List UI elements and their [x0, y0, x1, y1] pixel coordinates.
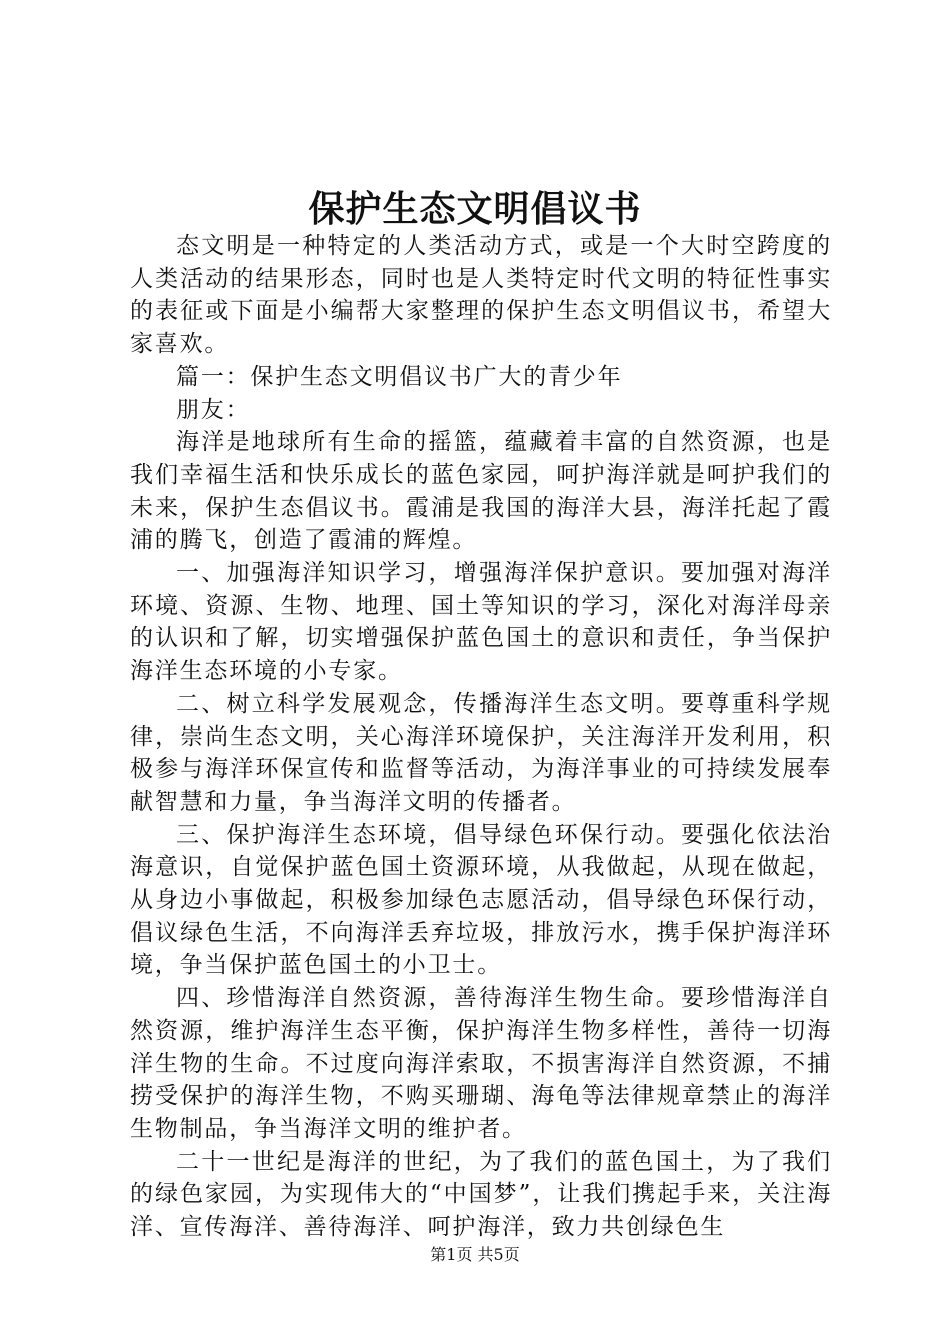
paragraph-point-2: 二、树立科学发展观念，传播海洋生态文明。要尊重科学规律，崇尚生态文明，关心海洋环境保护，关注海洋开发利用，积极参与海洋环保宣传和监督等活动，为海洋事业的可持续发展奉献智慧和力量，争当海洋文明的传播者。: [130, 690, 832, 815]
paragraph-closing: 二十一世纪是海洋的世纪，为了我们的蓝色国土，为了我们的绿色家园，为实现伟大的“中国梦”，让我们携起手来，关注海洋、宣传海洋、善待海洋、呵护海洋，致力共创绿色生: [130, 1148, 832, 1241]
paragraph-salutation: 朋友：: [176, 396, 251, 423]
paragraph-point-1: 一、加强海洋知识学习，增强海洋保护意识。要加强对海洋环境、资源、生物、地理、国土等知识的学习，深化对海洋母亲的认识和了解，切实增强保护蓝色国土的意识和责任，争当保护海洋生态环境的小专家。: [130, 560, 832, 685]
paragraph-point-4: 四、珍惜海洋自然资源，善待海洋生物生命。要珍惜海洋自然资源，维护海洋生态平衡，保护海洋生物多样性，善待一切海洋生物的生命。不过度向海洋索取，不损害海洋自然资源，不捕捞受保护的海洋生物，不购买珊瑚、海龟等法律规章禁止的海洋生物制品，争当海洋文明的维护者。: [130, 985, 832, 1142]
paragraph-section-heading: 篇一：保护生态文明倡议书广大的青少年: [176, 363, 623, 390]
document-title: 保护生态文明倡议书: [308, 188, 642, 230]
paragraph-point-3: 三、保护海洋生态环境，倡导绿色环保行动。要强化依法治海意识，自觉保护蓝色国土资源环境，从我做起，从现在做起，从身边小事做起，积极参加绿色志愿活动，倡导绿色环保行动，倡议绿色生活，不向海洋丢弃垃圾，排放污水，携手保护海洋环境，争当保护蓝色国土的小卫士。: [130, 821, 832, 979]
document-body: [130, 230, 832, 1244]
paragraph-intro: 态文明是一种特定的人类活动方式，或是一个大时空跨度的人类活动的结果形态，同时也是人类特定时代文明的特征性事实的表征或下面是小编帮大家整理的保护生态文明倡议书，希望大家喜欢。: [130, 233, 832, 358]
paragraph-ocean-intro: 海洋是地球所有生命的摇篮，蕴藏着丰富的自然资源，也是我们幸福生活和快乐成长的蓝色家园，呵护海洋就是呵护我们的未来，保护生态倡议书。霞浦是我国的海洋大县，海洋托起了霞浦的腾飞，创造了霞浦的辉煌。: [130, 429, 832, 554]
page-footer: 第1页 共5页: [430, 1245, 520, 1264]
